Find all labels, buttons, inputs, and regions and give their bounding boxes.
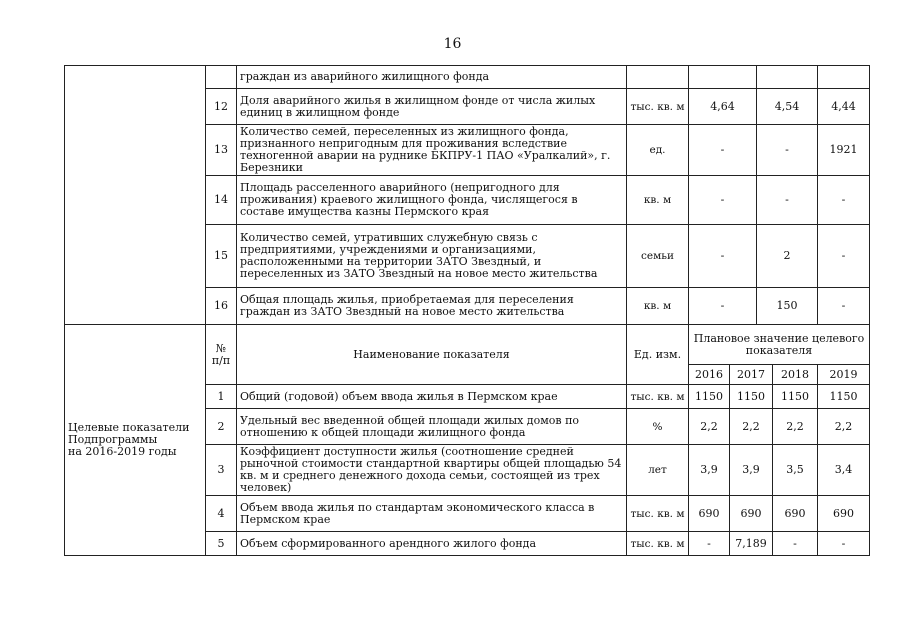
unit: кв. м	[627, 288, 689, 325]
indicator-name: Общая площадь жилья, приобретаемая для переселения граждан из ЗАТО Звездный на новое место жительства	[237, 288, 627, 325]
value-2017: 3,9	[730, 445, 773, 496]
value-2017: 7,189	[730, 532, 773, 556]
empty-label-cell	[65, 66, 206, 325]
row-number: 1	[206, 385, 237, 409]
value-2018: -	[773, 532, 818, 556]
table-row	[65, 66, 870, 89]
value-2019: -	[818, 176, 870, 225]
value-2016: -	[689, 532, 730, 556]
row-number: 14	[206, 176, 237, 225]
unit: тыс. кв. м	[627, 89, 689, 125]
value-2017: 1150	[730, 385, 773, 409]
indicator-name: Объем ввода жилья по стандартам экономического класса в Пермском крае	[237, 496, 627, 532]
value-2018: 150	[757, 288, 818, 325]
indicator-name: Общий (годовой) объем ввода жилья в Пермском крае	[237, 385, 627, 409]
year-2019: 2019	[818, 365, 870, 385]
year-2017: 2017	[730, 365, 773, 385]
unit: кв. м	[627, 176, 689, 225]
row-number: 2	[206, 409, 237, 445]
row-number: 16	[206, 288, 237, 325]
indicator-name: Объем сформированного арендного жилого фонда	[237, 532, 627, 556]
unit: тыс. кв. м	[627, 532, 689, 556]
year-2018: 2018	[773, 365, 818, 385]
year-2016: 2016	[689, 365, 730, 385]
value-2017	[689, 66, 757, 89]
indicator-name: Доля аварийного жилья в жилищном фонде от числа жилых единиц в жилищном фонде	[237, 89, 627, 125]
page-number: 16	[443, 36, 462, 52]
header-plan: Плановое значение целевого показателя	[689, 325, 870, 365]
value-2019: 4,44	[818, 89, 870, 125]
value-2019: 1921	[818, 125, 870, 176]
value-2018: -	[757, 125, 818, 176]
value-2018: -	[757, 176, 818, 225]
indicators-table	[64, 65, 870, 556]
header-unit: Ед. изм.	[627, 325, 689, 385]
value-2018: 2	[757, 225, 818, 288]
value-2019: -	[818, 288, 870, 325]
header-name: Наименование показателя	[237, 325, 627, 385]
value-2016: 2,2	[689, 409, 730, 445]
row-number: 13	[206, 125, 237, 176]
unit: тыс. кв. м	[627, 385, 689, 409]
value-2016: 3,9	[689, 445, 730, 496]
value-2019: 2,2	[818, 409, 870, 445]
value-2018	[757, 66, 818, 89]
indicator-name: Удельный вес введенной общей площади жилых домов по отношению к общей площади жилищного фонда	[237, 409, 627, 445]
indicator-name: Коэффициент доступности жилья (соотношение средней рыночной стоимости стандартной квартиры общей площадью 54 кв. м и среднего денежного дохода семьи, состоящей из трех человек)	[237, 445, 627, 496]
value-2019	[818, 66, 870, 89]
unit: тыс. кв. м	[627, 496, 689, 532]
row-number: 3	[206, 445, 237, 496]
value-2017: -	[689, 225, 757, 288]
value-2017: -	[689, 125, 757, 176]
value-2018: 2,2	[773, 409, 818, 445]
indicator-name: граждан из аварийного жилищного фонда	[237, 66, 627, 89]
value-2017: -	[689, 176, 757, 225]
value-2018: 690	[773, 496, 818, 532]
value-2017: 4,64	[689, 89, 757, 125]
value-2017: 2,2	[730, 409, 773, 445]
section-label: Целевые показатели Подпрограммы на 2016-2019 годы	[65, 325, 206, 556]
row-number	[206, 66, 237, 89]
value-2017: 690	[730, 496, 773, 532]
value-2019: 1150	[818, 385, 870, 409]
value-2019: 3,4	[818, 445, 870, 496]
row-number: 12	[206, 89, 237, 125]
unit	[627, 66, 689, 89]
unit: семьи	[627, 225, 689, 288]
indicator-name: Количество семей, утративших служебную связь с предприятиями, учреждениями и организациями, расположенными на территории ЗАТО Звездный, и переселенных из ЗАТО Звездный на новое место жительства	[237, 225, 627, 288]
value-2018: 4,54	[757, 89, 818, 125]
indicator-name: Площадь расселенного аварийного (непригодного для проживания) краевого жилищного фонда, числящегося в составе имущества казны Пермского края	[237, 176, 627, 225]
row-number: 5	[206, 532, 237, 556]
unit: лет	[627, 445, 689, 496]
value-2016: 1150	[689, 385, 730, 409]
header-number: № п/п	[206, 325, 237, 385]
unit: ед.	[627, 125, 689, 176]
indicator-name: Количество семей, переселенных из жилищного фонда, признанного непригодным для проживания вследствие техногенной аварии на руднике БКПРУ-1 ПАО «Уралкалий», г. Березники	[237, 125, 627, 176]
value-2018: 1150	[773, 385, 818, 409]
row-number: 4	[206, 496, 237, 532]
header-row	[65, 325, 870, 365]
unit: %	[627, 409, 689, 445]
value-2019: -	[818, 532, 870, 556]
value-2019: -	[818, 225, 870, 288]
value-2019: 690	[818, 496, 870, 532]
row-number: 15	[206, 225, 237, 288]
value-2016: 690	[689, 496, 730, 532]
value-2018: 3,5	[773, 445, 818, 496]
value-2017: -	[689, 288, 757, 325]
